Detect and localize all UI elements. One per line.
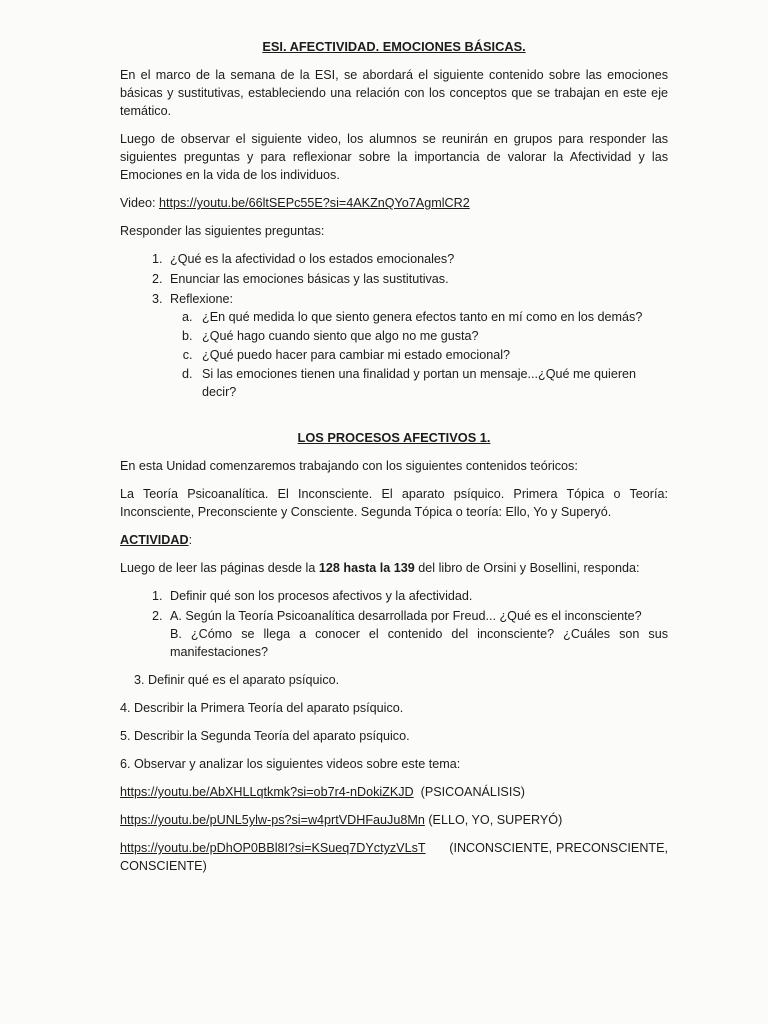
- video-entry: [120, 783, 668, 801]
- video-link[interactable]: https://youtu.be/pDhOP0BBl8I?si=KSueq7DYctyzVLsT: [120, 841, 426, 855]
- activity-colon: :: [188, 533, 193, 547]
- video-line: [120, 194, 668, 212]
- activity-item-3: 3. Definir qué es el aparato psíquico.: [134, 673, 340, 687]
- video-label: Video:: [120, 196, 159, 210]
- instruction-pages: 128 hasta la 139: [318, 561, 415, 575]
- question-label: Reflexione:: [170, 292, 234, 306]
- reflexione-item: d. Si las emociones tienen una finalidad y portan un mensaje...¿Qué me quieren decir?: [196, 365, 668, 401]
- activity-list: [120, 587, 668, 661]
- reflexione-list: [170, 308, 668, 401]
- question-item: [166, 290, 668, 401]
- activity-label: ACTIVIDAD: [120, 533, 189, 547]
- section1-title: ESI. AFECTIVIDAD. EMOCIONES BÁSICAS.: [262, 39, 526, 54]
- video-topic: (ELLO, YO, SUPERYÓ): [428, 813, 563, 827]
- video-link[interactable]: https://youtu.be/AbXHLLqtkmk?si=ob7r4-nDokiZKJD: [120, 785, 414, 799]
- section1-intro: En el marco de la semana de la ESI, se abordará el siguiente contenido sobre las emociones básicas y sustitutivas, estableciendo una relación con los conceptos que se trabajan en este eje temático.: [120, 68, 668, 118]
- video-entry: [120, 839, 668, 875]
- reflexione-item: c. ¿Qué puedo hacer para cambiar mi estado emocional?: [196, 346, 668, 364]
- activity-item-4: 4. Describir la Primera Teoría del aparato psíquico.: [120, 701, 404, 715]
- questions-list: [120, 250, 668, 401]
- activity-item-5: 5. Describir la Segunda Teoría del aparato psíquico.: [120, 729, 410, 743]
- activity-heading: [120, 531, 668, 549]
- video-topic: (PSICOANÁLISIS): [420, 785, 525, 799]
- video-entry: [120, 811, 668, 829]
- activity-item-2b: B. ¿Cómo se llega a conocer el contenido del inconsciente? ¿Cuáles son sus manifestaciones?: [170, 627, 668, 659]
- section2-contents: La Teoría Psicoanalítica. El Inconsciente. El aparato psíquico. Primera Tópica o Teoría: Inconsciente, Preconsciente y Consciente. Segunda Tópica o teoría: Ello, Yo y Superyó.: [120, 487, 668, 519]
- activity-item: [166, 607, 668, 661]
- question-item: 2. Enunciar las emociones básicas y las sustitutivas.: [166, 270, 668, 288]
- video-link[interactable]: https://youtu.be/66ltSEPc55E?si=4AKZnQYo7AgmlCR2: [158, 196, 470, 210]
- video-link[interactable]: https://youtu.be/pUNL5ylw-ps?si=w4prtVDHFauJu8Mn: [120, 813, 425, 827]
- questions-intro: Responder las siguientes preguntas:: [120, 224, 325, 238]
- question-item: 1. ¿Qué es la afectividad o los estados emocionales?: [166, 250, 668, 268]
- activity-item-2a: A. Según la Teoría Psicoanalítica desarrollada por Freud... ¿Qué es el inconsciente?: [170, 609, 642, 623]
- activity-item: 1. Definir qué son los procesos afectivos y la afectividad.: [166, 587, 668, 605]
- section2-title: LOS PROCESOS AFECTIVOS 1.: [297, 430, 491, 445]
- section2-intro: En esta Unidad comenzaremos trabajando con los siguientes contenidos teóricos:: [120, 459, 578, 473]
- instruction-text: del libro de Orsini y Bosellini, responda:: [414, 561, 640, 575]
- section1-paragraph: Luego de observar el siguiente video, los alumnos se reunirán en grupos para responder las siguientes preguntas y para reflexionar sobre la importancia de valorar la Afectividad y las Emociones en la vida de los individuos.: [120, 132, 668, 182]
- video-topic: (INCONSCIENTE, PRECONSCIENTE, CONSCIENTE): [120, 841, 669, 873]
- reflexione-item: a. ¿En qué medida lo que siento genera efectos tanto en mí como en los demás?: [196, 308, 668, 326]
- instruction-text: Luego de leer las páginas desde la: [120, 561, 319, 575]
- activity-instruction: [120, 559, 668, 577]
- document-page: [120, 38, 668, 885]
- activity-item-6: 6. Observar y analizar los siguientes videos sobre este tema:: [120, 757, 461, 771]
- reflexione-item: b. ¿Qué hago cuando siento que algo no me gusta?: [196, 327, 668, 345]
